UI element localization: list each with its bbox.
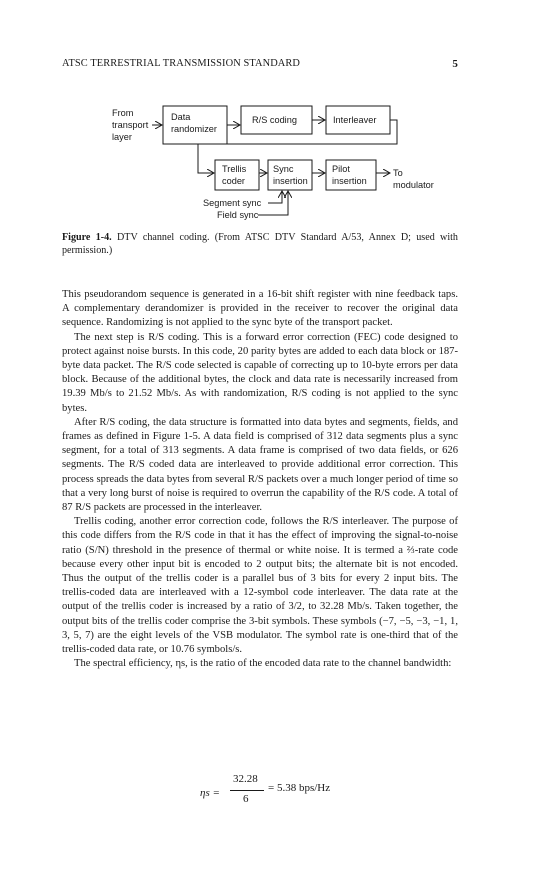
- source-label-line3: layer: [112, 132, 132, 142]
- equation-rhs: = 5.38 bps/Hz: [268, 782, 331, 794]
- equation-lhs: ηs =: [200, 787, 220, 799]
- spectral-efficiency-equation: [200, 773, 350, 813]
- randomizer-label-line2: randomizer: [171, 124, 217, 134]
- paragraph: This pseudorandom sequence is generated in a 16-bit shift register with nine feedback taps. A complementary derandomizer is provided in the receiver to recover the original data sequence. Randomizing is not applied to the sync byte of the transport packet.: [62, 289, 458, 329]
- output-label-line2: modulator: [393, 180, 434, 190]
- page-header: [62, 58, 458, 72]
- pilot-label-line1: Pilot: [332, 164, 350, 174]
- source-label-line2: transport: [112, 120, 149, 130]
- randomizer-label-line1: Data: [171, 112, 191, 122]
- dtv-channel-coding-diagram: [100, 98, 460, 228]
- source-label-line1: From: [112, 108, 134, 118]
- field-sync-label: Field sync: [217, 210, 259, 220]
- running-title: ATSC TERRESTRIAL TRANSMISSION STANDARD: [62, 58, 301, 69]
- paragraph: The spectral efficiency, ηs, is the ratio of the encoded data rate to the channel bandwidth:: [74, 658, 452, 670]
- paragraph: Trellis coding, another error correction code, follows the R/S interleaver. The purpose of this code differs from the R/S code in that it has the effect of improving the signal-to-noise ratio (S/N) threshold in the presence of thermal or white noise. It is termed a ⅔-rate code because every other input bit is encoded to 2 output bits; the alternate bit is not encoded. Thus the output of the trellis coder is a parallel bus of 3 bits for every 2 input bits. The trellis-coded data are interleaved with a 12-symbol code interleaver. The data rate at the output of the trellis coder is increased by a ratio of 3/2, to 32.28 Mb/s. Taken together, the output bits of the trellis coder comprise the 3-bit symbols. These symbols (−7, −5, −3, −1, 1, 3, 5, 7) are the eight levels of the VSB modulator. The symbol rate is one-third that of the trellis-coded data rate, or 10.76 symbols/s.: [62, 516, 458, 656]
- segment-sync-label: Segment sync: [203, 198, 262, 208]
- fraction-bar: [230, 790, 264, 791]
- trellis-label-line2: coder: [222, 176, 245, 186]
- sync-label-line2: insertion: [273, 176, 308, 186]
- sync-label-line1: Sync: [273, 164, 294, 174]
- caption-label: Figure 1-4.: [62, 232, 112, 243]
- interleaver-label: Interleaver: [333, 115, 377, 125]
- paragraph: The next step is R/S coding. This is a forward error correction (FEC) code designed to protect against noise bursts. In this code, 20 parity bytes are added to each data block or 187-byte data packet. The R/S code selected is capable of correcting up to 10-byte errors per data block. Because of the additional bytes, the clock and data rate is necessarily increased from 19.39 Mb/s to 21.52 Mb/s. As with randomization, R/S coding is not applied to the sync bytes.: [62, 331, 458, 414]
- caption-text: DTV channel coding. (From ATSC DTV Standard A/53, Annex D; used with permission.): [62, 232, 458, 256]
- rs-coding-label: R/S coding: [252, 115, 297, 125]
- paragraph: After R/S coding, the data structure is formatted into data bytes and segments, fields, and frames as defined in Figure 1-5. A data field is comprised of 312 data segments plus a sync segment, for a total of 313 segments. A data frame is comprised of two data fields, or 626 segments. The R/S coded data are interleaved to provide additional error correction. This process spreads the data bytes from several R/S packets over a much longer period of time so that a very long burst of noise is required to overrun the capability of the R/S code. A total of 87 R/S packets are processed in the interleaver.: [62, 416, 458, 514]
- pilot-label-line2: insertion: [332, 176, 367, 186]
- body-text: [62, 288, 458, 671]
- equation-denominator: 6: [243, 793, 249, 805]
- equation-numerator: 32.28: [233, 773, 258, 785]
- trellis-label-line1: Trellis: [222, 164, 247, 174]
- output-label-line1: To: [393, 168, 403, 178]
- segment-sync-arrow: [268, 191, 282, 203]
- page-number: 5: [452, 58, 458, 70]
- figure-caption: [62, 232, 458, 258]
